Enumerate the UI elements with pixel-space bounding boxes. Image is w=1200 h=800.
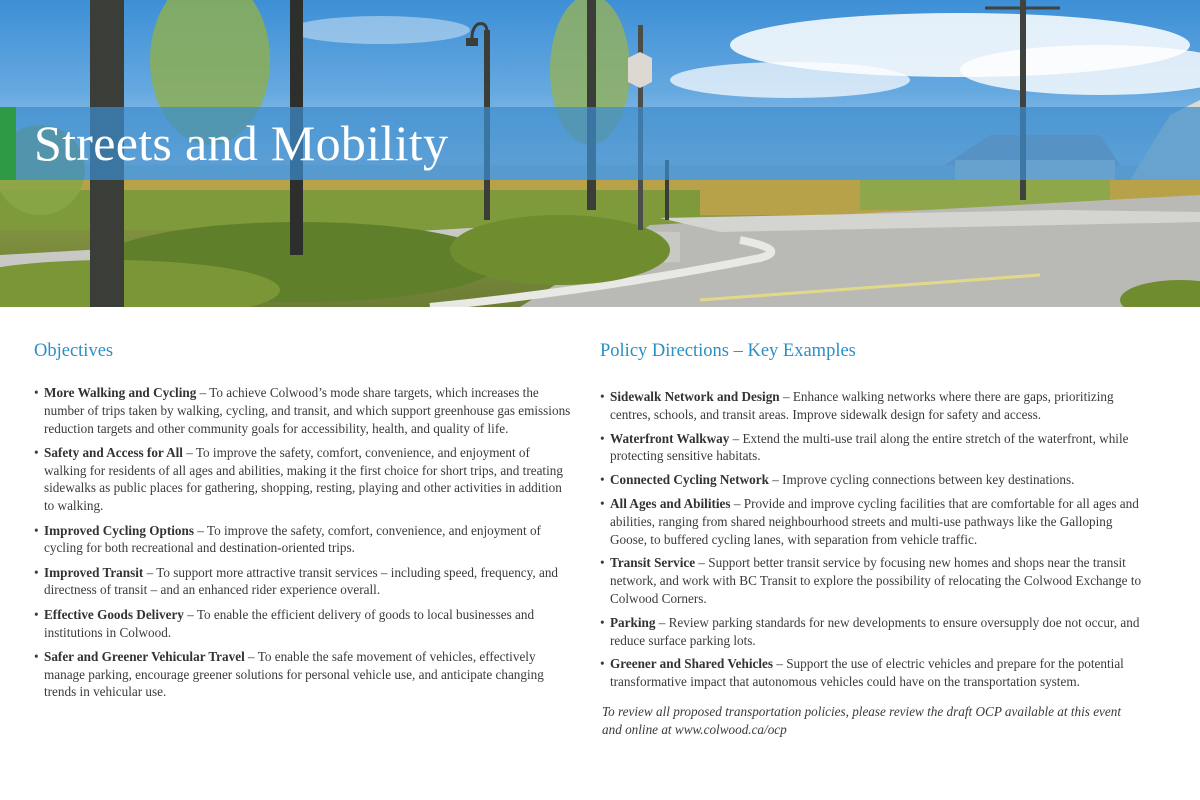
item-text: – Support the use of electric vehicles and prepare for the potential transformative impact that autonomous vehicles could have on the transportation system. bbox=[610, 656, 1124, 690]
policy-list bbox=[600, 388, 1150, 691]
item-text: – Provide and improve cycling facilities that are comfortable for all ages and abilities, ranging from shared neighbourhood streets and multi-use pathways like the Galloping Goose, to buffered cycling lanes, with separation from vehicle traffic. bbox=[610, 495, 1139, 547]
objectives-section bbox=[34, 338, 574, 708]
item-title: Effective Goods Delivery bbox=[44, 606, 184, 622]
item-title: Transit Service bbox=[610, 555, 696, 571]
item-text: – Improve cycling connections between key destinations. bbox=[768, 472, 1075, 488]
list-item bbox=[34, 648, 574, 701]
list-item bbox=[34, 522, 574, 558]
item-title: Greener and Shared Vehicles bbox=[610, 656, 774, 672]
list-item bbox=[600, 388, 1150, 424]
list-item bbox=[34, 564, 574, 600]
item-text: – To enable the safe movement of vehicles, effectively manage parking, encourage greener solutions for personal vehicle use, and anticipate changing trends in vehicular use. bbox=[44, 648, 544, 700]
item-text: – Enhance walking networks where there are gaps, prioritizing centres, schools, and transit areas. Improve sidewalk design for safety and access. bbox=[610, 389, 1114, 422]
list-item bbox=[34, 444, 574, 515]
item-title: Safety and Access for All bbox=[44, 444, 183, 460]
item-title: Improved Cycling Options bbox=[44, 522, 194, 538]
policy-heading: Policy Directions – Key Examples bbox=[600, 341, 856, 361]
policy-directions-section bbox=[600, 338, 1150, 739]
item-title: Sidewalk Network and Design bbox=[610, 389, 780, 404]
review-footnote: To review all proposed transportation policies, please review the draft OCP available at this event and online at www.colwood.ca/ocp bbox=[602, 703, 1122, 737]
list-item bbox=[600, 471, 1150, 489]
objectives-list bbox=[34, 384, 574, 701]
item-title: Parking bbox=[610, 614, 656, 630]
title-accent-bar bbox=[0, 107, 16, 180]
list-item bbox=[34, 384, 574, 437]
item-title: Improved Transit bbox=[44, 564, 144, 580]
list-item bbox=[600, 495, 1150, 548]
page-title: Streets and Mobility bbox=[34, 115, 449, 171]
item-text: – To support more attractive transit services – including speed, frequency, and directness of transit – and an enhanced rider experience overall. bbox=[44, 564, 559, 598]
list-item bbox=[600, 554, 1150, 607]
item-text: – To achieve Colwood’s mode share targets, which increases the number of trips taken by walking, cycling, and transit, and which support greenhouse gas emissions reduction targets and other community goals for accessibility, health, and quality of life. bbox=[44, 385, 571, 436]
item-text: – To improve the safety, comfort, convenience, and enjoyment of cycling for both recreational and destination-oriented trips. bbox=[44, 522, 541, 556]
item-title: More Walking and Cycling bbox=[44, 385, 197, 400]
item-text: – Extend the multi-use trail along the entire stretch of the waterfront, while protecting sensitive habitats. bbox=[610, 430, 1129, 464]
item-text: – Review parking standards for new developments to ensure oversupply doe not occur, and reduce surface parking lots. bbox=[610, 614, 1140, 648]
item-title: Waterfront Walkway bbox=[610, 430, 730, 446]
list-item bbox=[34, 606, 574, 642]
objectives-heading: Objectives bbox=[34, 341, 114, 361]
item-text: – To improve the safety, comfort, convenience, and enjoyment of walking for residents of all ages and abilities, making it the first choice for short trips, and treating sidewalks as public places for gathering, shopping, resting, playing and other activities in addition to walking. bbox=[44, 444, 563, 514]
hero-photo bbox=[0, 0, 1200, 307]
item-title: Safer and Greener Vehicular Travel bbox=[44, 648, 245, 664]
item-text: – To enable the efficient delivery of goods to local businesses and institutions in Colwood. bbox=[44, 606, 535, 640]
list-item bbox=[600, 430, 1150, 466]
item-title: All Ages and Abilities bbox=[610, 495, 731, 511]
item-text: – Support better transit service by focusing new homes and shops near the transit network, and work with BC Transit to explore the possibility of relocating the Colwood Exchange to Colwood Corners. bbox=[610, 555, 1142, 606]
list-item bbox=[600, 655, 1150, 691]
list-item bbox=[600, 614, 1150, 650]
item-title: Connected Cycling Network bbox=[610, 472, 769, 488]
